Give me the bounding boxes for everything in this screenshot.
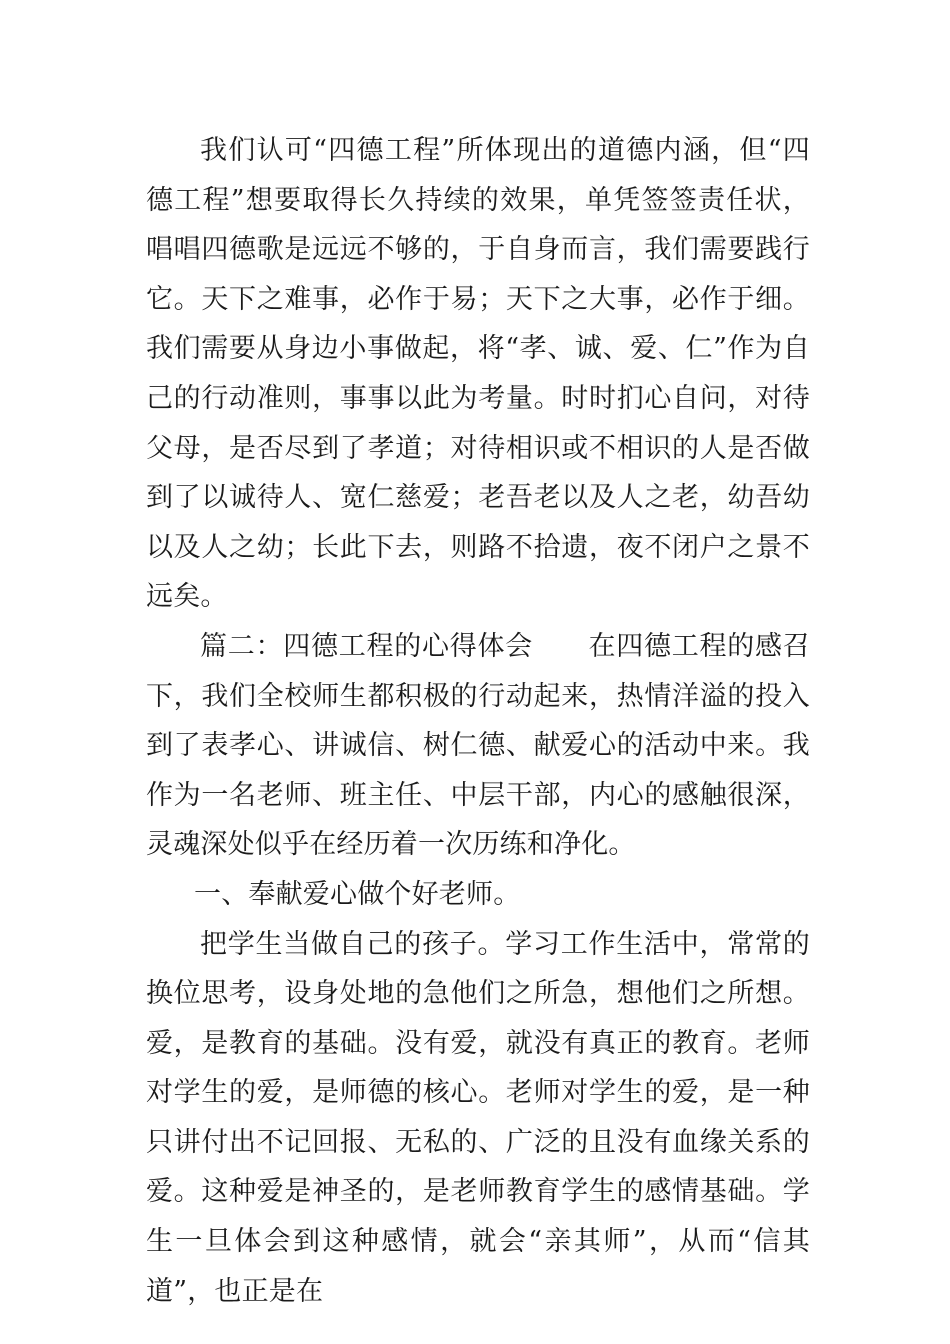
paragraph-part-two-intro: 篇二：四德工程的心得体会 在四德工程的感召下，我们全校师生都积极的行动起来，热情洋溢的投入到了表孝心、讲诚信、树仁德、献爱心的活动中来。我作为一名老师、班主任、中层干部，内心的感触很深，灵魂深处似乎在经历着一次历练和净化。 — [146, 630, 810, 861]
section-heading-one: 一、奉献爱心做个好老师。 — [194, 878, 521, 910]
paragraph-four-virtues-practice: 我们认可“四德工程”所体现出的道德内涵，但“四德工程”想要取得长久持续的效果，单凭签签责任状，唱唱四德歌是远远不够的，于自身而言，我们需要践行它。天下之难事，必作于易；天下之大事，必作于细。我们需要从身边小事做起，将“孝、诚、爱、仁”作为自己的行动准则，事事以此为考量。时时扪心自问，对待父母，是否尽到了孝道；对待相识或不相识的人是否做到了以诚待人、宽仁慈爱；老吾老以及人之老，幼吾幼以及人之幼；长此下去，则路不拾遗，夜不闭户之景不远矣。 — [146, 135, 810, 613]
document-body — [146, 126, 810, 1316]
paragraph-love-students: 把学生当做自己的孩子。学习工作生活中，常常的换位思考，设身处地的急他们之所急，想他们之所想。爱，是教育的基础。没有爱，就没有真正的教育。老师对学生的爱，是师德的核心。老师对学生的爱，是一种只讲付出不记回报、无私的、广泛的且没有血缘关系的爱。这种爱是神圣的，是老师教育学生的感情基础。学生一旦体会到这种感情，就会“亲其师”，从而“信其道”，也正是在 — [146, 928, 810, 1307]
